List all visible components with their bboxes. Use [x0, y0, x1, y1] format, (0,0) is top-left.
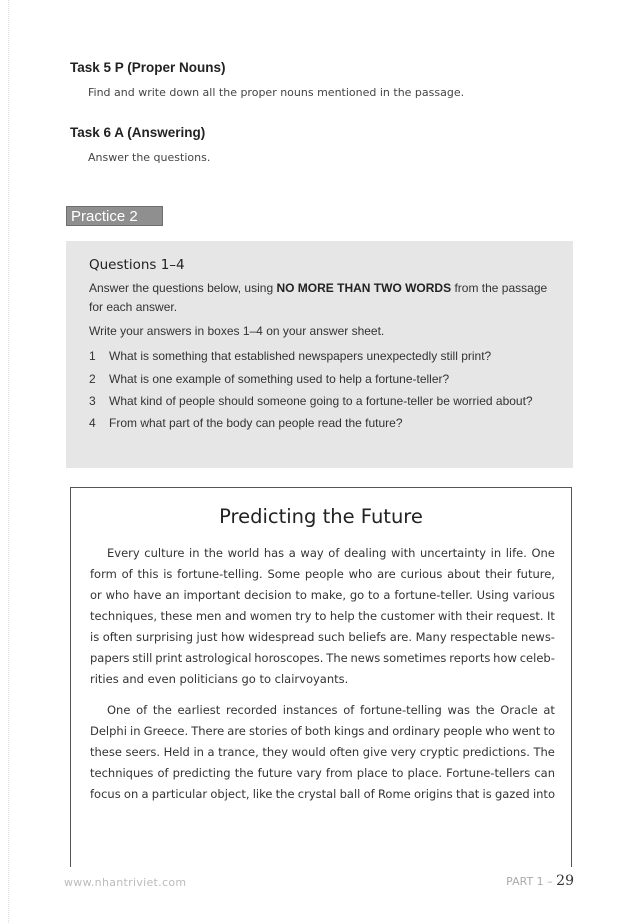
passage-line: Every culture in the world has a way of dealing with uncertainty in life. One: [107, 546, 555, 560]
passage-line: or who have an important decision to make, go to a fortune-teller. Using various: [90, 588, 555, 602]
passage-line: these seers. Held in a trance, they would often give very cryptic predictions. The: [90, 745, 555, 759]
task5-title: Task 5 P (Proper Nouns): [70, 60, 226, 75]
question-item: 4 From what part of the body can people read the future?: [89, 416, 403, 430]
passage-line: papers still print astrological horoscopes. The news sometimes reports how celeb-: [90, 651, 555, 665]
footer-url: www.nhantriviet.com: [64, 876, 187, 889]
practice-badge: Practice 2: [66, 206, 163, 226]
questions-box: [66, 241, 573, 468]
passage-line: form of this is fortune-telling. Some people who are curious about their future,: [90, 567, 555, 581]
question-item: 2 What is one example of something used to help a fortune-teller?: [89, 372, 450, 386]
questions-instruction-emphasis: NO MORE THAN TWO WORDS: [276, 281, 452, 295]
page-number: 29: [556, 873, 574, 889]
task6-title: Task 6 A (Answering): [70, 125, 206, 140]
footer-page-label: PART 1 – 29: [506, 873, 574, 889]
passage-title: Predicting the Future: [219, 505, 423, 528]
passage-line: One of the earliest recorded instances of fortune-telling was the Oracle at: [107, 703, 555, 717]
passage-line: techniques of predicting the future vary from place to place. Fortune-tellers can: [90, 766, 555, 780]
passage-line: Delphi in Greece. There are stories of both kings and ordinary people who went to: [90, 724, 555, 738]
passage-line: focus on a particular object, like the crystal ball of Rome origins that is gazed into: [90, 787, 555, 801]
question-item: 3 What kind of people should someone going to a fortune-teller be worried about?: [89, 394, 533, 408]
margin-dotted-rule: [8, 0, 9, 923]
passage-line: techniques, these men and women try to help the customer with their request. It: [90, 609, 555, 623]
passage-box: [70, 487, 572, 867]
question-item: 1 What is something that established newspapers unexpectedly still print?: [89, 349, 492, 363]
passage-line: rities and even politicians go to clairvoyants.: [90, 672, 349, 686]
passage-line: is often surprising just how widespread such beliefs are. Many respectable news-: [90, 630, 555, 644]
questions-instruction-2: Write your answers in boxes 1–4 on your answer sheet.: [89, 324, 385, 338]
task6-description: Answer the questions.: [88, 151, 211, 164]
questions-heading: Questions 1–4: [89, 257, 185, 273]
questions-instruction: Answer the questions below, using NO MORE THAN TWO WORDS from the passage for each answer.: [89, 281, 548, 314]
task5-description: Find and write down all the proper nouns mentioned in the passage.: [88, 86, 465, 99]
